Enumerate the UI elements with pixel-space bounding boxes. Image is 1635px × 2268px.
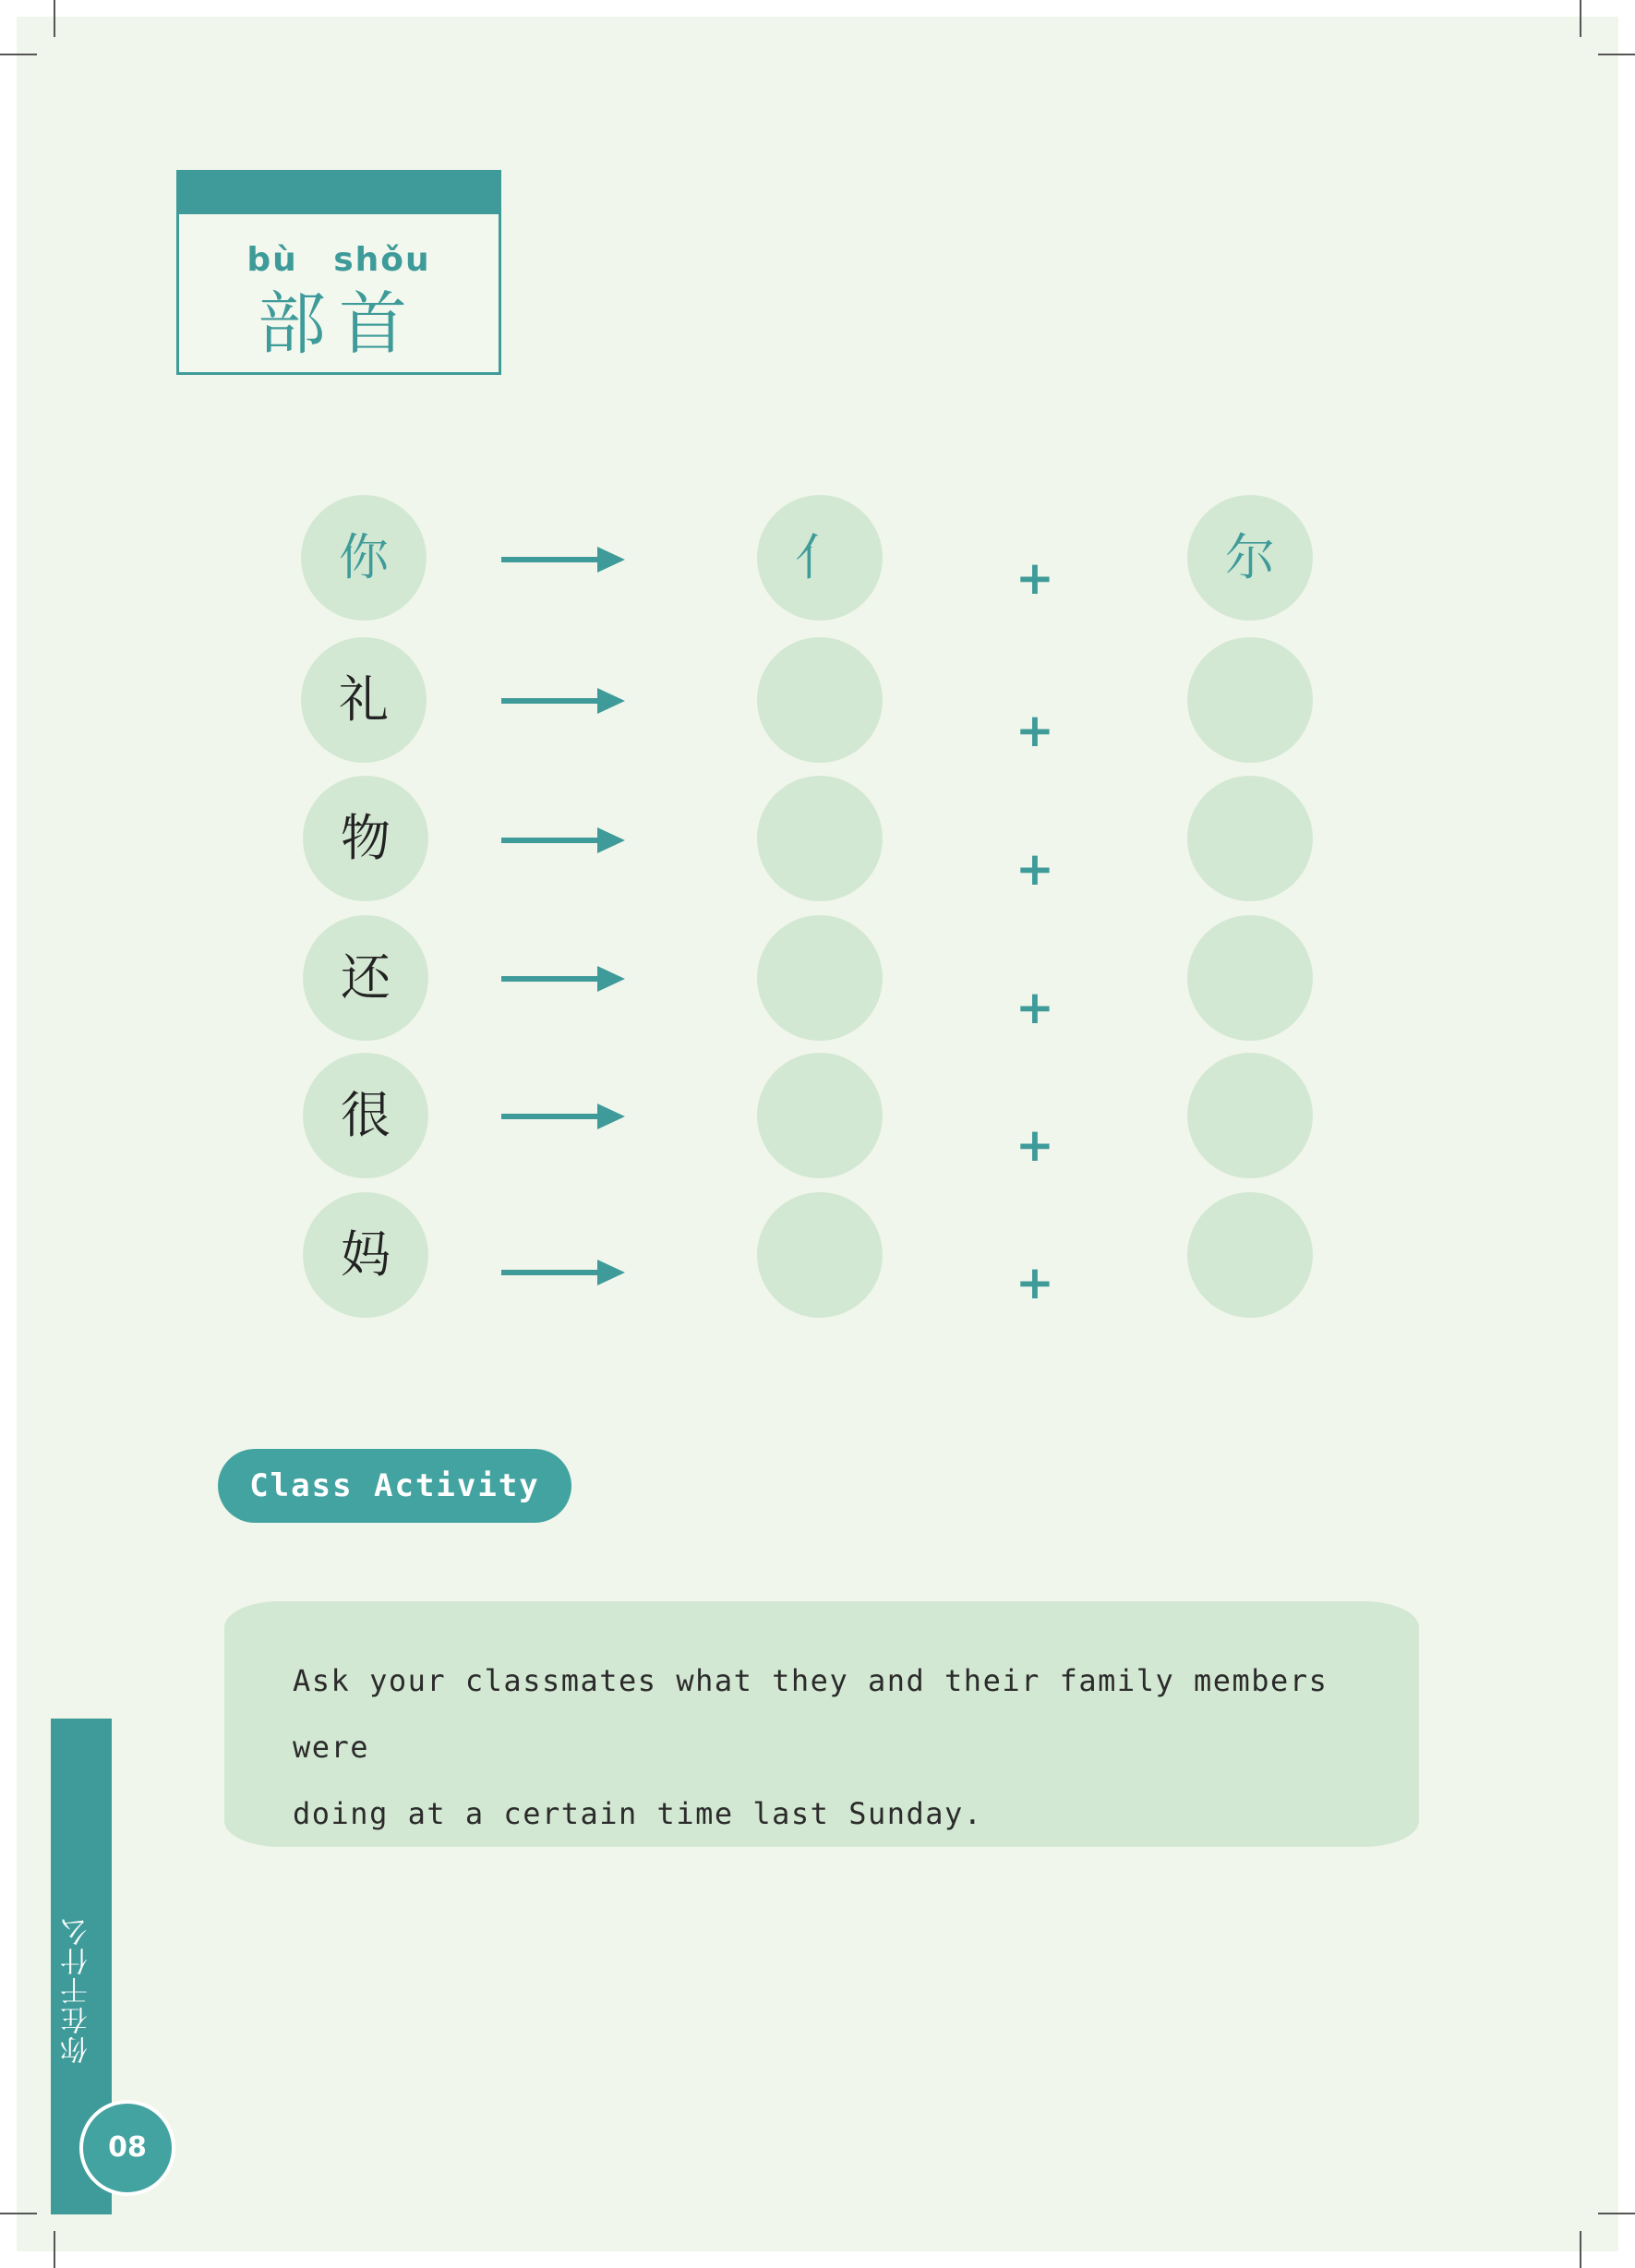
plus-icon: + (1016, 1118, 1054, 1172)
arrow-icon (501, 1260, 625, 1285)
arrow-icon (501, 547, 625, 573)
activity-panel (224, 1601, 1419, 1847)
crop-mark (1598, 2213, 1635, 2214)
plus-icon: + (1016, 704, 1054, 757)
crop-mark (1580, 2231, 1581, 2268)
plus-icon: + (1016, 842, 1054, 896)
plus-icon: + (1016, 551, 1054, 605)
component-circle-1[interactable] (757, 776, 883, 901)
arrow-icon (501, 827, 625, 853)
radical-hanzi: 部首 (258, 284, 420, 364)
crop-mark (54, 2231, 55, 2268)
component-circle-2[interactable] (1187, 637, 1313, 763)
component-circle-1[interactable] (757, 1192, 883, 1318)
source-character: 很 (303, 1053, 428, 1178)
component-circle-2[interactable] (1187, 1053, 1313, 1178)
component-circle-1[interactable]: 亻 (757, 495, 883, 621)
activity-text-line: Ask your classmates what they and their family members were (293, 1663, 1328, 1765)
component-circle-2[interactable]: 尔 (1187, 495, 1313, 621)
component-circle-1[interactable] (757, 637, 883, 763)
plus-icon: + (1016, 981, 1054, 1034)
component-circle-2[interactable] (1187, 915, 1313, 1041)
component-circle-1[interactable] (757, 1053, 883, 1178)
source-character: 你 (301, 495, 427, 621)
component-circle-1[interactable] (757, 915, 883, 1041)
component-circle-2[interactable] (1187, 776, 1313, 901)
source-character: 妈 (303, 1192, 428, 1318)
radical-pinyin: bù shǒu (246, 241, 431, 279)
activity-text-line: doing at a certain time last Sunday. (293, 1796, 983, 1831)
arrow-icon (501, 688, 625, 714)
component-circle-2[interactable] (1187, 1192, 1313, 1318)
crop-mark (0, 2213, 37, 2214)
class-activity-label: Class Activity (218, 1449, 571, 1523)
arrow-icon (501, 966, 625, 992)
lesson-title: 你在干什么 (61, 1916, 93, 2064)
source-character: 物 (303, 776, 428, 901)
source-character: 礼 (301, 637, 427, 763)
activity-instructions (293, 1647, 1364, 1847)
page-number: 08 (79, 2100, 175, 2196)
plus-icon: + (1016, 1256, 1054, 1309)
source-character: 还 (303, 915, 428, 1041)
arrow-icon (501, 1104, 625, 1129)
